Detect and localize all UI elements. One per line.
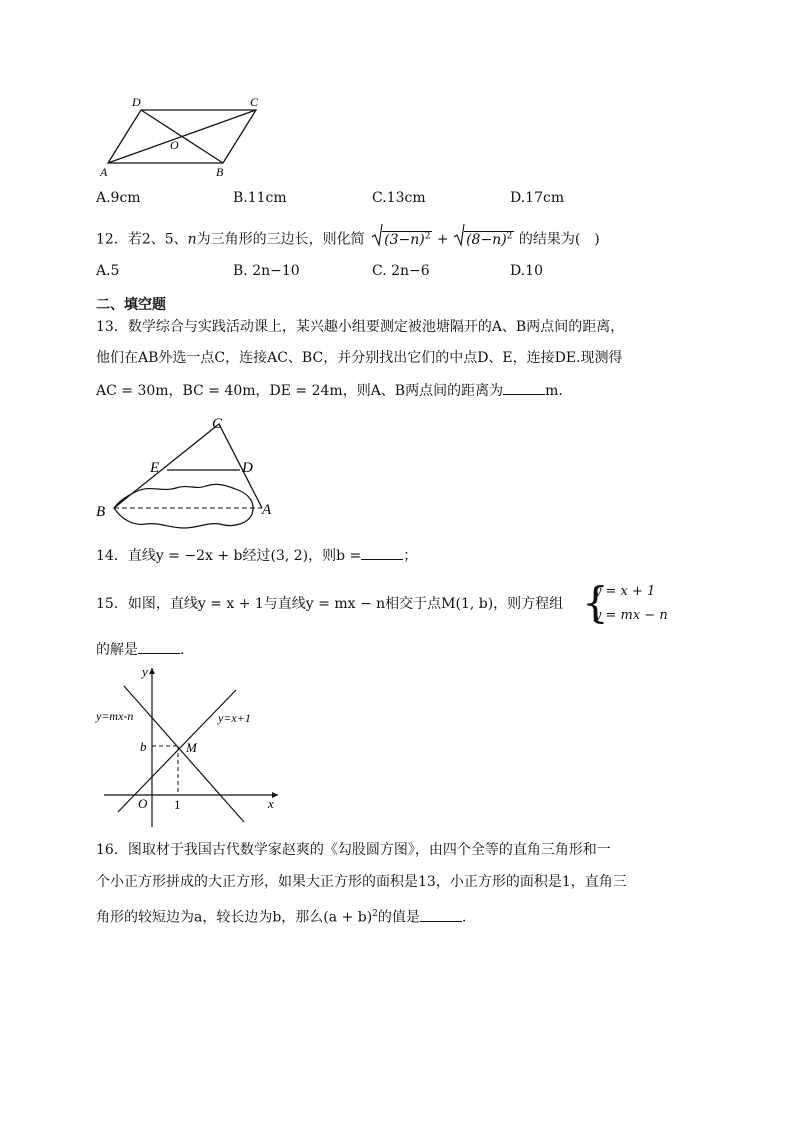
q12-radical-2: $(8-n)^2$ <box>453 226 514 250</box>
q15-answer-blank[interactable] <box>138 639 180 654</box>
q15-eq2: y = mx − n <box>594 608 668 623</box>
label-O: O <box>170 138 179 152</box>
section-heading: 二、填空题 <box>96 297 166 313</box>
q11-option-d: D.17cm <box>510 190 565 206</box>
q13-line3: AC = 30m，BC = 40m，DE = 24m，则A、B两点间的距离为 m. <box>96 380 563 401</box>
label-D: D <box>242 460 253 476</box>
q12-option-b: B. 2n−10 <box>233 263 300 279</box>
q11-option-b: B.11cm <box>233 190 287 206</box>
q13-line1: 13．数学综合与实践活动课上，某兴趣小组要测定被池塘隔开的A、B两点间的距离， <box>96 319 625 335</box>
label-A: A <box>100 165 108 179</box>
pond-triangle-figure <box>92 410 282 532</box>
q16-line3: 角形的较短边为a，较长边为b，那么$(a + b)^2$的值是 . <box>96 904 466 928</box>
q12-option-c: C. 2n−6 <box>372 263 430 279</box>
q12-text-mid: 为三角形的三边长，则化简 <box>196 231 365 248</box>
question-15: 15．如图，直线y = x + 1与直线y = mx − n相交于点M(1, b)，则方程组 <box>96 596 564 612</box>
q12-text-post: 的结果为( ) <box>518 231 600 248</box>
parallelogram-figure <box>96 92 276 184</box>
question-14: 14．直线y = −2x + b经过(3, 2)，则b = ； <box>96 545 417 566</box>
origin-label: O <box>138 796 148 811</box>
q16-line2: 个小正方形拼成的大正方形，如果大正方形的面积是13，小正方形的面积是1，直角三 <box>96 874 627 890</box>
q12-radical-1: $(3-n)^2$ <box>371 226 432 250</box>
q13-line2: 他们在AB外选一点C，连接AC、BC，并分别找出它们的中点D、E，连接DE.现测得 <box>96 350 623 366</box>
q16-answer-blank[interactable] <box>420 907 462 922</box>
question-12: 12．若2、5、n为三角形的三边长，则化简 $(3-n)^2$ + $(8-n)^2$ 的结果为( ) <box>96 226 600 250</box>
label-E: E <box>150 460 160 476</box>
q16-line1: 16．图取材于我国古代数学家赵爽的《勾股圆方图》，由四个全等的直角三角形和一 <box>96 842 611 858</box>
two-lines-graph <box>94 662 284 832</box>
line-label-mx-n: y=mx-n <box>96 709 134 723</box>
q12-option-a: A.5 <box>96 263 120 279</box>
q15-equation-system: { y = x + 1 y = mx − n <box>582 578 668 627</box>
q15-eq1: y = x + 1 <box>594 584 656 599</box>
q11-option-a: A.9cm <box>96 190 141 206</box>
b-label: b <box>140 739 147 754</box>
line-label-x-plus-1: y=x+1 <box>218 711 251 725</box>
label-B: B <box>216 165 224 179</box>
q12-option-d: D.10 <box>510 263 543 279</box>
label-C: C <box>250 95 259 109</box>
M-label: M <box>186 740 197 755</box>
label-D: D <box>132 95 141 109</box>
q12-text-pre: 12．若2、5、 <box>96 231 188 248</box>
tick-1-label: 1 <box>174 797 181 812</box>
q13-answer-blank[interactable] <box>503 380 545 395</box>
q15-line2: 的解是 . <box>96 639 184 660</box>
q14-answer-blank[interactable] <box>361 545 403 560</box>
q11-option-c: C.13cm <box>372 190 426 206</box>
q12-var-n: n <box>187 231 197 248</box>
label-A: A <box>262 502 272 518</box>
label-B: B <box>96 504 106 520</box>
x-axis-label: x <box>268 796 274 811</box>
y-axis-label: y <box>142 664 148 679</box>
label-C: C <box>212 416 223 432</box>
